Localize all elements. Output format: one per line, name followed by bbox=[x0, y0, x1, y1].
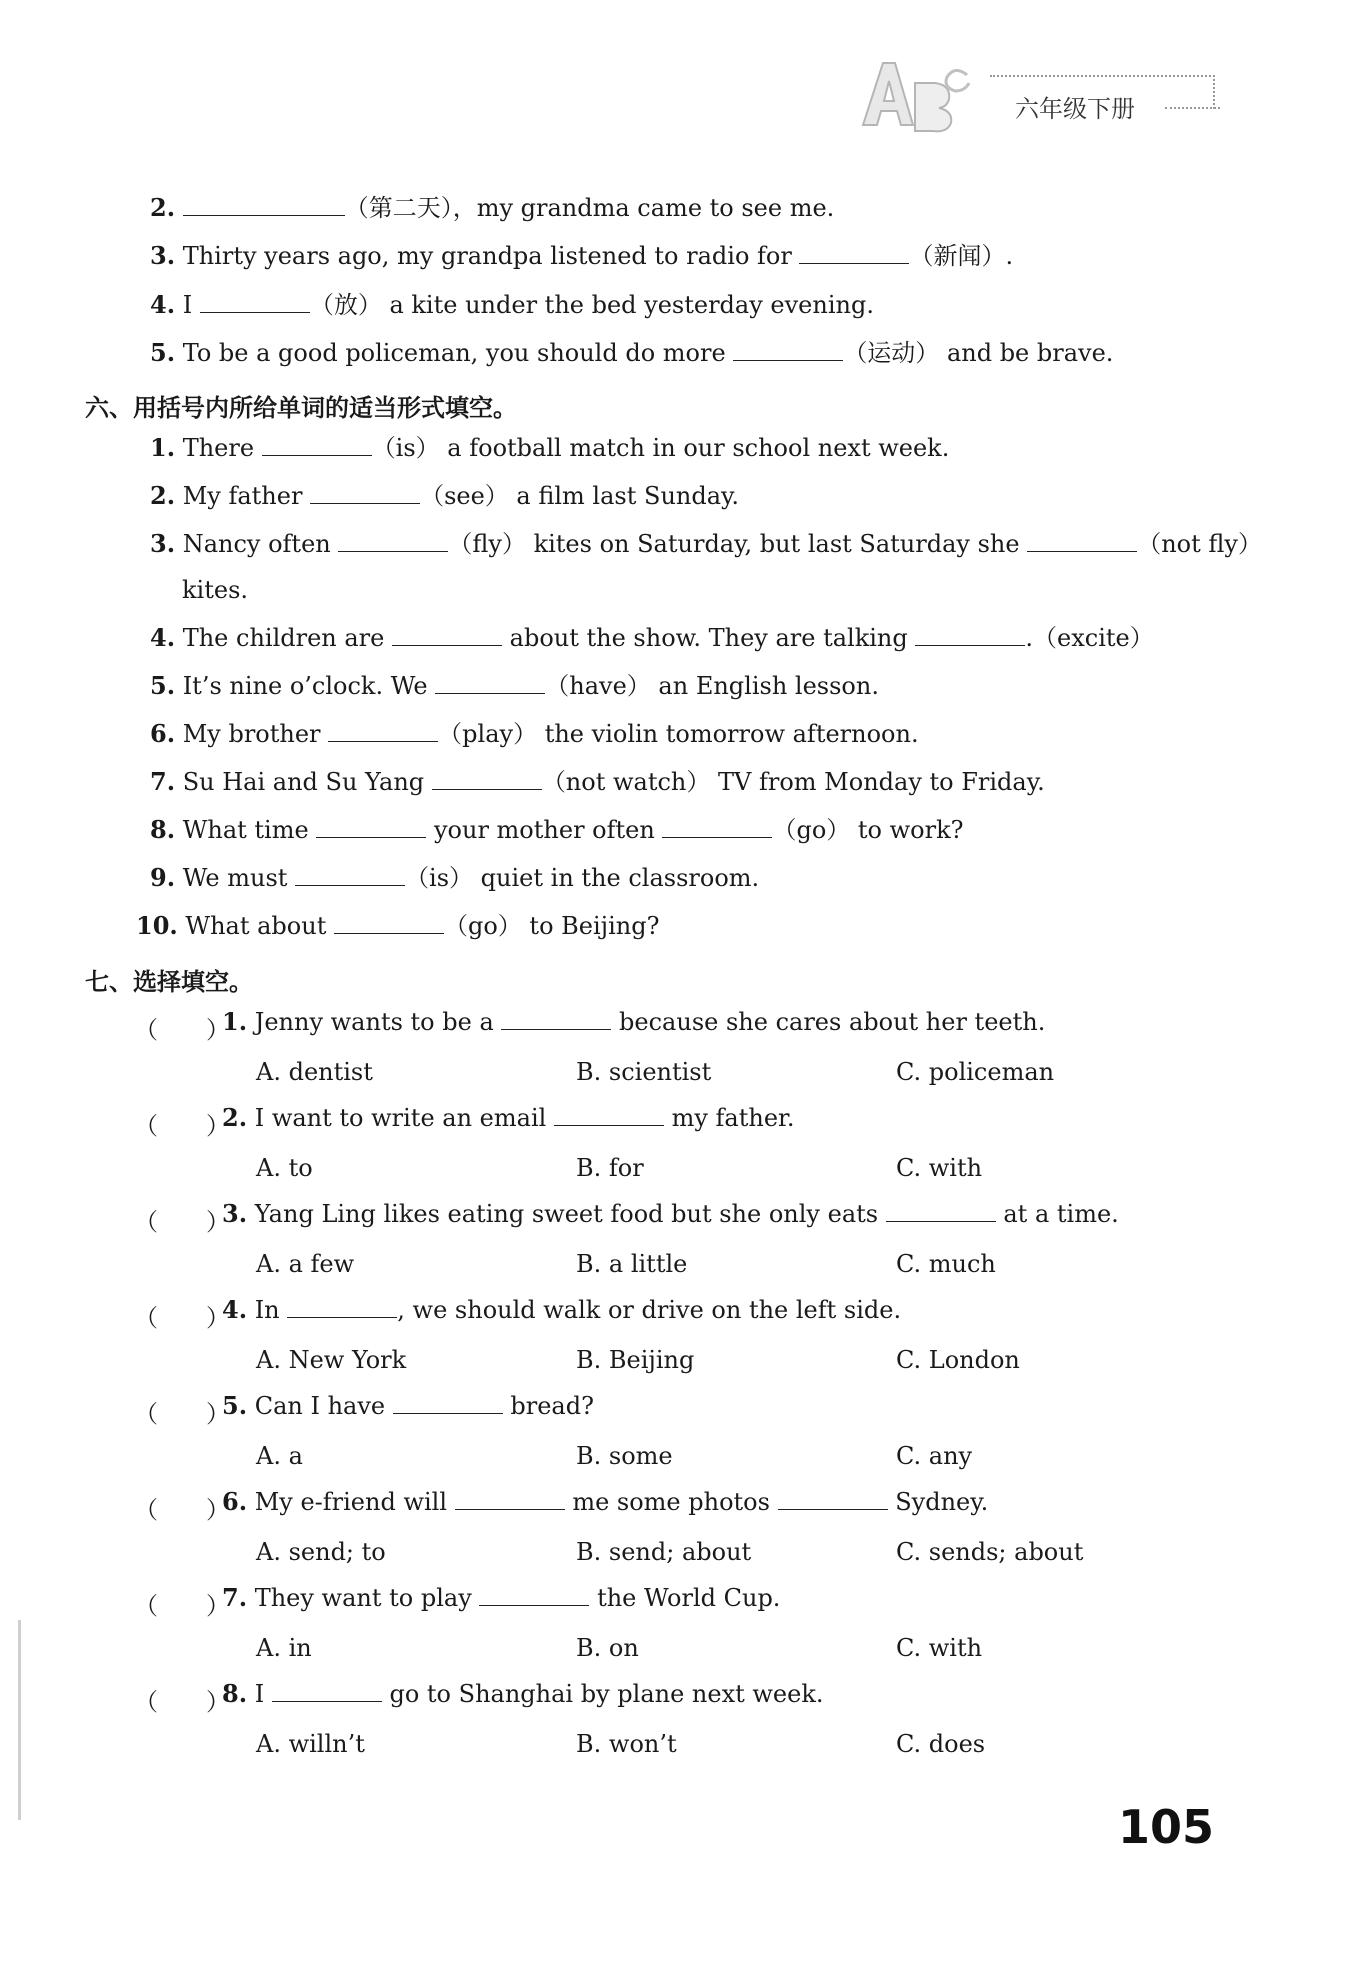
list-item: 3. Nancy often （fly） kites on Saturday, but last Saturday she （not fly） bbox=[150, 529, 1262, 558]
question-stem: 2. I want to write an email my father. bbox=[222, 1103, 795, 1132]
list-item: 3. Thirty years ago, my grandpa listened to radio for （新闻）. bbox=[150, 241, 1014, 270]
scan-margin-line bbox=[18, 1620, 21, 1820]
option-c[interactable]: C. any bbox=[896, 1442, 973, 1470]
list-item: 9. We must （is） quiet in the classroom. bbox=[150, 863, 760, 892]
option-a[interactable]: A. dentist bbox=[256, 1058, 373, 1086]
answer-paren[interactable]: （ ） bbox=[134, 1688, 230, 1716]
answer-paren[interactable]: （ ） bbox=[134, 1208, 230, 1236]
option-b[interactable]: B. Beijing bbox=[576, 1346, 695, 1374]
answer-paren[interactable]: （ ） bbox=[134, 1112, 230, 1140]
list-item: 4. The children are about the show. They are talking .（excite） bbox=[150, 623, 1154, 652]
list-item: 2. My father （see） a film last Sunday. bbox=[150, 481, 740, 510]
option-b[interactable]: B. a little bbox=[576, 1250, 688, 1278]
answer-blank[interactable] bbox=[435, 675, 545, 694]
question-stem: 8. I go to Shanghai by plane next week. bbox=[222, 1679, 824, 1708]
question-stem: 4. In , we should walk or drive on the left side. bbox=[222, 1295, 902, 1324]
option-c[interactable]: C. with bbox=[896, 1154, 983, 1182]
answer-blank bbox=[886, 1203, 996, 1222]
option-a[interactable]: A. to bbox=[256, 1154, 313, 1182]
option-c[interactable]: C. sends; about bbox=[896, 1538, 1084, 1566]
list-item: 4. I （放） a kite under the bed yesterday evening. bbox=[150, 290, 874, 319]
answer-blank bbox=[287, 1299, 397, 1318]
question-stem: 7. They want to play the World Cup. bbox=[222, 1583, 781, 1612]
list-item: 5. To be a good policeman, you should do more （运动） and be brave. bbox=[150, 338, 1114, 367]
list-item: 1. There （is） a football match in our school next week. bbox=[150, 433, 950, 462]
answer-blank bbox=[272, 1683, 382, 1702]
option-c[interactable]: C. does bbox=[896, 1730, 986, 1758]
answer-blank[interactable] bbox=[295, 867, 405, 886]
answer-blank[interactable] bbox=[316, 819, 426, 838]
answer-blank[interactable] bbox=[262, 437, 372, 456]
option-b[interactable]: B. scientist bbox=[576, 1058, 712, 1086]
answer-blank bbox=[479, 1587, 589, 1606]
answer-blank[interactable] bbox=[432, 771, 542, 790]
list-item-continuation: kites. bbox=[182, 576, 249, 604]
answer-blank[interactable] bbox=[915, 627, 1025, 646]
option-b[interactable]: B. send; about bbox=[576, 1538, 752, 1566]
answer-blank bbox=[501, 1011, 611, 1030]
answer-blank bbox=[554, 1107, 664, 1126]
list-item: 10. What about （go） to Beijing? bbox=[136, 911, 660, 940]
grade-label: 六年级下册 bbox=[1015, 95, 1135, 123]
answer-blank[interactable] bbox=[733, 342, 843, 361]
answer-blank bbox=[455, 1491, 565, 1510]
section-title: 六、用括号内所给单词的适当形式填空。 bbox=[85, 394, 517, 422]
list-item: 8. What time your mother often （go） to work? bbox=[150, 815, 964, 844]
option-a[interactable]: A. New York bbox=[256, 1346, 407, 1374]
answer-blank bbox=[393, 1395, 503, 1414]
answer-paren[interactable]: （ ） bbox=[134, 1400, 230, 1428]
option-c[interactable]: C. London bbox=[896, 1346, 1020, 1374]
page-number: 105 bbox=[1118, 1800, 1215, 1854]
list-item: 6. My brother （play） the violin tomorrow afternoon. bbox=[150, 719, 919, 748]
option-c[interactable]: C. policeman bbox=[896, 1058, 1055, 1086]
answer-blank[interactable] bbox=[338, 533, 448, 552]
option-a[interactable]: A. willn’t bbox=[256, 1730, 365, 1758]
option-b[interactable]: B. for bbox=[576, 1154, 644, 1182]
page-header bbox=[855, 45, 1225, 135]
list-item: 2. （第二天），my grandma came to see me. bbox=[150, 193, 835, 222]
list-item: 5. It’s nine o’clock. We （have） an English lesson. bbox=[150, 671, 879, 700]
header-rule bbox=[990, 75, 1215, 78]
answer-blank[interactable] bbox=[200, 294, 310, 313]
option-a[interactable]: A. a few bbox=[256, 1250, 355, 1278]
option-a[interactable]: A. in bbox=[256, 1634, 312, 1662]
answer-blank[interactable] bbox=[183, 197, 345, 216]
option-a[interactable]: A. a bbox=[256, 1442, 303, 1470]
option-b[interactable]: B. on bbox=[576, 1634, 639, 1662]
question-stem: 6. My e-friend will me some photos Sydney. bbox=[222, 1487, 989, 1516]
section-title: 七、选择填空。 bbox=[85, 968, 253, 996]
answer-paren[interactable]: （ ） bbox=[134, 1016, 230, 1044]
answer-blank[interactable] bbox=[334, 915, 444, 934]
answer-paren[interactable]: （ ） bbox=[134, 1496, 230, 1524]
answer-paren[interactable]: （ ） bbox=[134, 1592, 230, 1620]
answer-blank[interactable] bbox=[392, 627, 502, 646]
question-stem: 3. Yang Ling likes eating sweet food but she only eats at a time. bbox=[222, 1199, 1119, 1228]
answer-blank[interactable] bbox=[328, 723, 438, 742]
question-stem: 1. Jenny wants to be a because she cares about her teeth. bbox=[222, 1007, 1046, 1036]
header-rule bbox=[1165, 107, 1220, 110]
answer-paren[interactable]: （ ） bbox=[134, 1304, 230, 1332]
answer-blank bbox=[778, 1491, 888, 1510]
answer-blank[interactable] bbox=[310, 485, 420, 504]
option-b[interactable]: B. some bbox=[576, 1442, 673, 1470]
header-rule bbox=[1213, 75, 1216, 109]
list-item: 7. Su Hai and Su Yang （not watch） TV from Monday to Friday. bbox=[150, 767, 1045, 796]
option-c[interactable]: C. much bbox=[896, 1250, 996, 1278]
option-b[interactable]: B. won’t bbox=[576, 1730, 677, 1758]
abc-logo-icon bbox=[855, 53, 980, 133]
question-stem: 5. Can I have bread? bbox=[222, 1391, 594, 1420]
option-c[interactable]: C. with bbox=[896, 1634, 983, 1662]
answer-blank[interactable] bbox=[1027, 533, 1137, 552]
option-a[interactable]: A. send; to bbox=[256, 1538, 386, 1566]
answer-blank[interactable] bbox=[662, 819, 772, 838]
answer-blank[interactable] bbox=[799, 245, 909, 264]
